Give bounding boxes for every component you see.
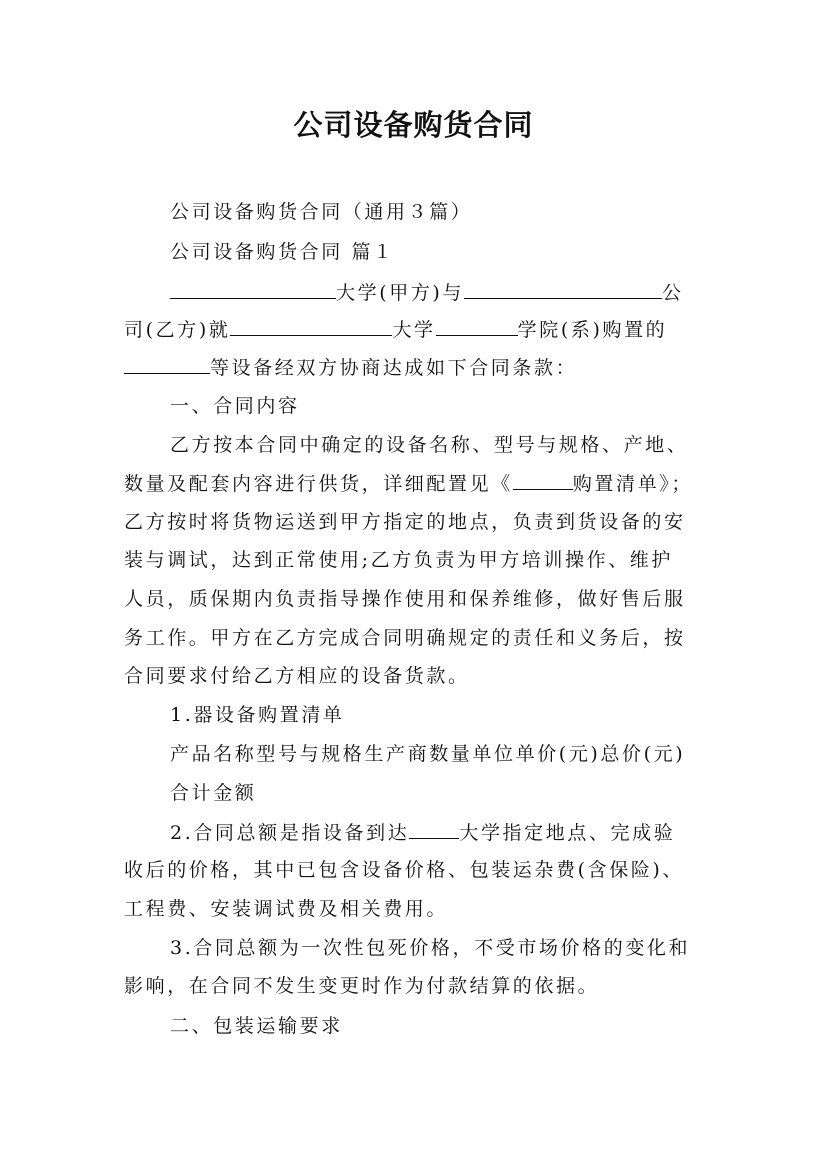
body-line — [124, 471, 714, 496]
text: 公 — [662, 282, 684, 304]
blank-field — [170, 280, 336, 299]
item-equipment-list: 1.器设备购置清单 — [170, 704, 345, 726]
chapter-heading: 公司设备购货合同 篇１ — [170, 241, 395, 263]
paragraph-parties-line3 — [124, 355, 714, 380]
table-header-text: 产品名称型号与规格生产商数量单位单价(元)总价(元) — [170, 743, 686, 765]
document-title: 公司设备购货合同 — [293, 108, 534, 142]
paragraph-parties-line1 — [170, 280, 760, 305]
text: 大学 — [392, 319, 436, 341]
text: 大学(甲方)与 — [336, 282, 465, 304]
text: 等设备经双方协商达成如下合同条款： — [210, 357, 578, 379]
body-line: 乙方按时将货物运送到甲方指定的地点，负责到货设备的安 — [124, 511, 686, 533]
table-total-text: 合计金额 — [170, 782, 257, 804]
blank-field — [230, 317, 392, 336]
text: 司(乙方)就 — [124, 319, 231, 341]
body-line: 收后的价格，其中已包含设备价格、包装运杂费(含保险)、 — [124, 859, 685, 881]
blank-field — [409, 820, 459, 839]
section-heading-packaging: 二、包装运输要求 — [170, 1015, 343, 1037]
blank-field — [436, 317, 518, 336]
blank-field — [464, 280, 662, 299]
section-heading-contract-content: 一、合同内容 — [170, 395, 300, 417]
item-fixed-price: 3.合同总额为一次性包死价格，不受市场价格的变化和 — [170, 937, 691, 959]
body-line: 装与调试，达到正常使用;乙方负责为甲方培训操作、维护 — [124, 549, 674, 571]
subtitle: 公司设备购货合同（通用３篇） — [170, 201, 473, 223]
text: 大学指定地点、完成验 — [459, 822, 676, 844]
body-line: 乙方按本合同中确定的设备名称、型号与规格、产地、 — [170, 434, 689, 456]
text: 学院(系)购置的 — [517, 319, 668, 341]
blank-field — [513, 471, 573, 490]
paragraph-parties-line2 — [124, 317, 714, 342]
text: 数量及配套内容进行供货，详细配置见《 — [124, 473, 513, 495]
text: 购置清单》； — [572, 473, 693, 495]
body-line: 工程费、安装调试费及相关费用。 — [124, 898, 449, 920]
body-line: 人员，质保期内负责指导操作使用和保养维修，做好售后服 — [124, 588, 686, 610]
body-line: 影响，在合同不发生变更时作为付款结算的依据。 — [124, 975, 600, 997]
text: 2.合同总额是指设备到达 — [170, 822, 410, 844]
body-line: 合同要求付给乙方相应的设备货款。 — [124, 665, 470, 687]
body-line: 务工作。甲方在乙方完成合同明确规定的责任和义务后，按 — [124, 627, 686, 649]
item-contract-total — [170, 820, 760, 845]
blank-field — [124, 355, 210, 374]
